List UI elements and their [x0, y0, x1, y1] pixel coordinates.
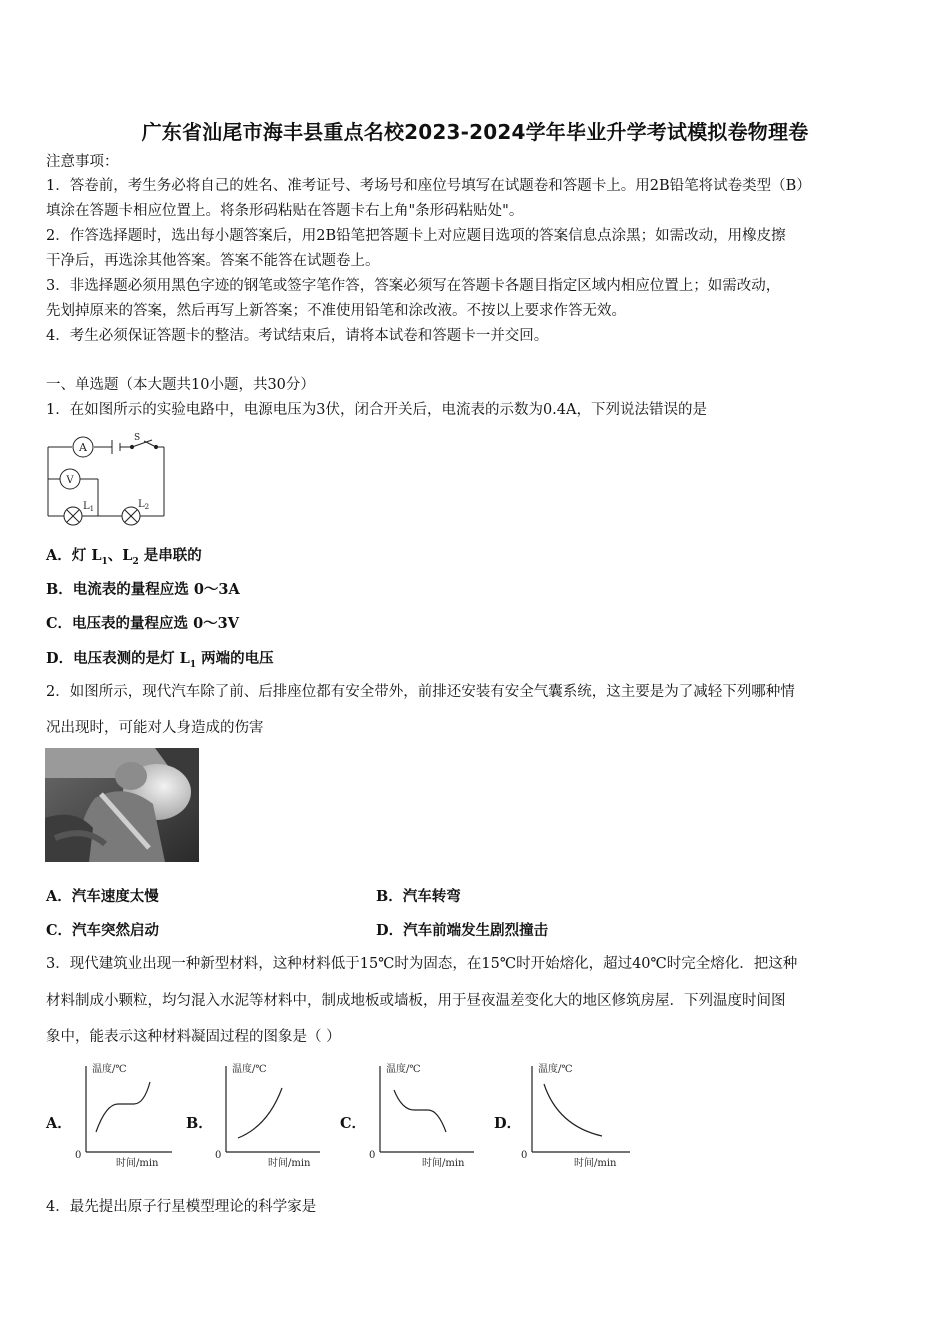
ammeter-label: A [79, 441, 87, 454]
q3-option-c: C． [340, 1115, 367, 1132]
q2-option-c: C．汽车突然启动 [46, 922, 160, 939]
question-4-stem: 4．最先提出原子行星模型理论的科学家是 [46, 1199, 317, 1215]
graph-b-curve [238, 1088, 282, 1138]
graph-c-xlabel: 时间/min [422, 1158, 465, 1169]
voltmeter-label: V [66, 475, 74, 486]
graph-d-xlabel: 时间/min [574, 1158, 617, 1169]
q2-option-d: D．汽车前端发生剧烈撞击 [376, 922, 549, 939]
graph-b [212, 1060, 324, 1172]
lamp-2-label: $L_2$ [138, 499, 150, 511]
graph-c-curve [394, 1090, 446, 1132]
q3-option-b: B． [186, 1115, 213, 1132]
q3-option-d: D． [494, 1115, 522, 1132]
graph-c-origin: 0 [369, 1150, 376, 1161]
q2-option-b: B．汽车转弯 [376, 888, 461, 905]
graph-a [72, 1060, 176, 1172]
section-heading: 一、单选题（本大题共10小题，共30分） [46, 377, 315, 393]
graph-d-origin: 0 [521, 1150, 528, 1161]
graph-c [366, 1060, 478, 1172]
q1-option-d: D．电压表测的是灯 $L_1$ 两端的电压 [46, 650, 274, 670]
notice-line: 3．非选择题必须用黑色字迹的钢笔或签字笔作答，答案必须写在答题卡各题目指定区域内相应位置上；如需改动， [46, 278, 781, 294]
question-2-stem-cont: 况出现时，可能对人身造成的伤害 [46, 720, 264, 736]
notice-heading: 注意事项： [46, 154, 119, 170]
notice-line: 干净后，再选涂其他答案。答案不能答在试题卷上。 [46, 253, 380, 269]
question-3-stem: 3．现代建筑业出现一种新型材料，这种材料低于15℃时为固态，在15℃时开始熔化，超过40℃时完全熔化．把这种 [46, 956, 798, 972]
q2-option-a: A．汽车速度太慢 [46, 888, 159, 905]
switch-label: S [134, 433, 141, 443]
notice-line: 2．作答选择题时，选出每小题答案后，用2B铅笔把答题卡上对应题目选项的答案信息点涂黑；如需改动，用橡皮擦 [46, 228, 786, 244]
graph-a-xlabel: 时间/min [116, 1158, 159, 1169]
graph-a-ylabel: 温度/℃ [92, 1064, 127, 1075]
question-3-stem-cont: 象中，能表示这种材料凝固过程的图象是（ ） [46, 1029, 341, 1045]
q1-option-a: A．灯 $L_1$、$L_2$ 是串联的 [46, 547, 202, 567]
q3-option-a: A． [46, 1115, 72, 1132]
notice-line: 先划掉原来的答案，然后再写上新答案；不准使用铅笔和涂改液。不按以上要求作答无效。 [46, 303, 626, 319]
airbag-photo [45, 748, 199, 862]
notice-line: 1．答卷前，考生务必将自己的姓名、准考证号、考场号和座位号填写在试题卷和答题卡上。用2B铅笔将试卷类型（B） [46, 178, 811, 194]
graph-c-ylabel: 温度/℃ [386, 1064, 421, 1075]
notice-line: 填涂在答题卡相应位置上。将条形码粘贴在答题卡右上角"条形码粘贴处"。 [46, 203, 524, 219]
lamp-1-label: $L_1$ [83, 501, 95, 513]
graph-b-origin: 0 [215, 1150, 222, 1161]
graph-d-ylabel: 温度/℃ [538, 1064, 573, 1075]
graph-b-ylabel: 温度/℃ [232, 1064, 267, 1075]
q1-option-b: B．电流表的量程应选 0～3A [46, 581, 240, 598]
graph-a-origin: 0 [75, 1150, 82, 1161]
question-2-stem: 2．如图所示，现代汽车除了前、后排座位都有安全带外，前排还安装有安全气囊系统，这主要是为了减轻下列哪种情 [46, 684, 795, 700]
question-3-stem-cont: 材料制成小颗粒，均匀混入水泥等材料中，制成地板或墙板，用于昼夜温差变化大的地区修筑房屋．下列温度时间图 [46, 993, 786, 1009]
q1-option-c: C．电压表的量程应选 0～3V [46, 615, 240, 632]
question-1-stem: 1．在如图所示的实验电路中，电源电压为3伏，闭合开关后，电流表的示数为0.4A，下列说法错误的是 [46, 402, 707, 418]
notice-line: 4．考生必须保证答题卡的整洁。考试结束后，请将本试卷和答题卡一并交回。 [46, 328, 549, 344]
lamp-1-symbol [64, 507, 82, 525]
circuit-diagram [44, 430, 170, 526]
graph-d [518, 1060, 634, 1172]
graph-b-xlabel: 时间/min [268, 1158, 311, 1169]
page-title: 广东省汕尾市海丰县重点名校2023-2024学年毕业升学考试模拟卷物理卷 [141, 120, 809, 144]
graph-a-curve [96, 1082, 150, 1132]
graph-d-curve [544, 1084, 602, 1136]
